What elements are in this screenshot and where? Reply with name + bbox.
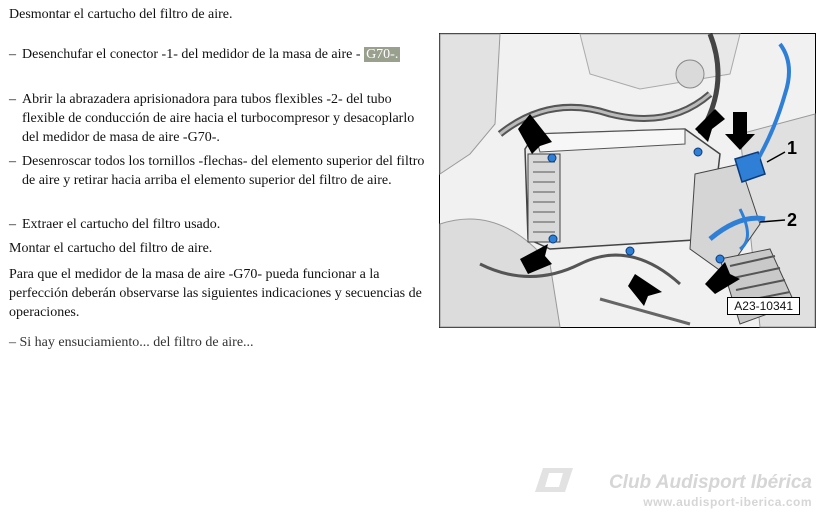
- step-item: [9, 45, 427, 83]
- dash-marker: –: [9, 154, 16, 169]
- callout-1: 1: [786, 138, 797, 158]
- air-filter-illustration: [440, 34, 815, 327]
- highlighted-term: G70-.: [366, 47, 399, 62]
- step-text: Desenroscar todos los tornillos -flechas- del elemento superior del filtro de aire y retirar hacia arriba el elemento superior del filtro de aire.: [22, 154, 425, 188]
- figure-reference-label: A23-10341: [727, 297, 800, 315]
- heading-remove: Desmontar el cartucho del filtro de aire.: [9, 7, 233, 22]
- step-text: Extraer el cartucho del filtro usado.: [22, 217, 221, 232]
- heading-install: Montar el cartucho del filtro de aire.: [9, 241, 213, 256]
- engine-figure: [439, 33, 816, 328]
- step-text-part: Desenchufar el conector -1- del medidor de la masa de aire -: [22, 47, 365, 62]
- step-text: Abrir la abrazadera aprisionadora para tubos flexibles -2- del tubo flexible de conducción de aire hacia el turbocompresor y desacoplarlo del medidor de masa de aire -G70-.: [22, 92, 415, 145]
- watermark-url: www.audisport-iberica.com: [643, 495, 812, 509]
- watermark-title: Club Audisport Ibérica: [608, 472, 812, 493]
- step-text: [22, 45, 427, 64]
- instruction-paragraph: Para que el medidor de la masa de aire -G70- pueda funcionar a la perfección deberán observarse las siguientes indicaciones y secuencias de operaciones.: [9, 267, 422, 320]
- dash-marker: –: [9, 47, 16, 62]
- step-item: [9, 215, 427, 234]
- dash-marker: –: [9, 217, 16, 232]
- dash-marker: –: [9, 92, 16, 107]
- step-item: [9, 90, 427, 147]
- callout-2: 2: [786, 210, 797, 230]
- truncated-line: – Si hay ensuciamiento... del filtro de aire...: [9, 335, 254, 350]
- watermark-logo-icon: [533, 468, 573, 492]
- step-item: [9, 152, 427, 209]
